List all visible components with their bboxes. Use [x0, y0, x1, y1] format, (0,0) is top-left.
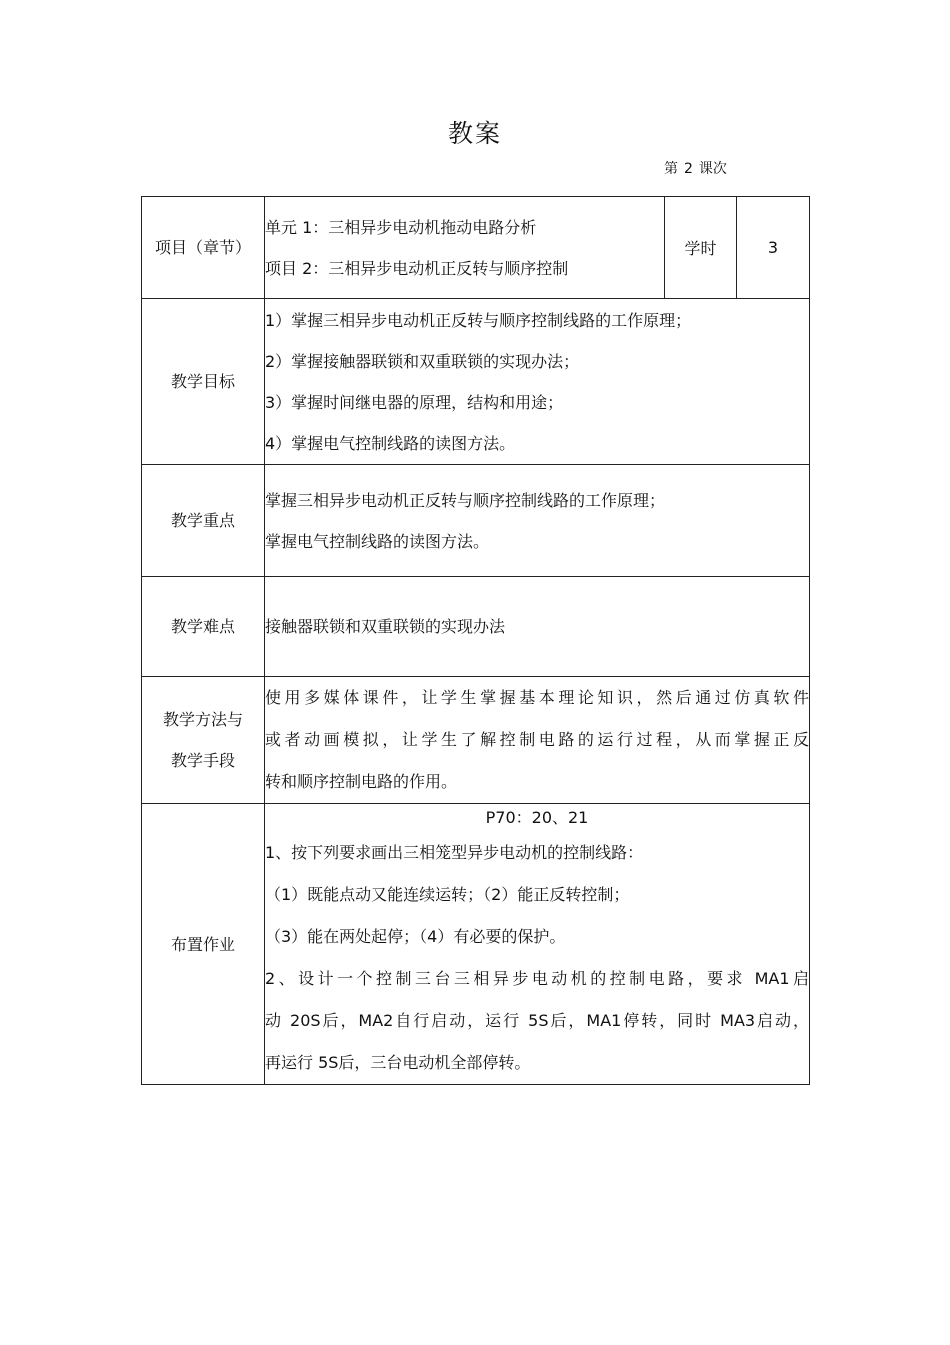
homework-content — [265, 804, 810, 1085]
difficulties-content — [265, 577, 810, 677]
methods-line: 或者动画模拟，让学生了解控制电路的运行过程，从而掌握正反 — [265, 730, 809, 749]
lesson-plan-table — [141, 196, 810, 1085]
hours-value: 3 — [737, 197, 810, 299]
hours-label: 学时 — [665, 197, 737, 299]
key-points-content — [265, 465, 810, 577]
project-row — [142, 197, 810, 299]
homework-line: 1、按下列要求画出三相笼型异步电动机的控制线路： — [265, 843, 644, 862]
objective-item: 4）掌握电气控制线路的读图方法。 — [265, 433, 516, 453]
key-points-label: 教学重点 — [142, 465, 265, 577]
objective-item: 3）掌握时间继电器的原理，结构和用途； — [265, 392, 564, 412]
homework-row — [142, 804, 810, 1085]
difficulties-row — [142, 577, 810, 677]
project-content — [265, 197, 665, 299]
homework-heading: P70：20、21 — [485, 808, 589, 827]
project-label: 项目（章节） — [142, 197, 265, 299]
homework-line: 动 20S后，MA2自行启动，运行 5S后，MA1停转，同时 MA3启动， — [265, 1011, 809, 1030]
objective-item: 1）掌握三相异步电动机正反转与顺序控制线路的工作原理； — [265, 310, 692, 330]
methods-content — [265, 677, 810, 804]
homework-line: 再运行 5S后，三台电动机全部停转。 — [265, 1053, 531, 1072]
lesson-prefix: 第 — [664, 161, 678, 177]
key-point-item: 掌握电气控制线路的读图方法。 — [265, 531, 490, 551]
project-line: 项目 2：三相异步电动机正反转与顺序控制 — [265, 258, 569, 278]
key-point-item: 掌握三相异步电动机正反转与顺序控制线路的工作原理； — [265, 490, 666, 510]
lesson-number-value: 2 — [684, 161, 693, 177]
homework-line: （1）既能点动又能连续运转；（2）能正反转控制； — [265, 885, 630, 904]
objective-item: 2）掌握接触器联锁和双重联锁的实现办法； — [265, 351, 580, 371]
methods-row — [142, 677, 810, 804]
methods-line: 转和顺序控制电路的作用。 — [265, 772, 458, 791]
project-line: 单元 1：三相异步电动机拖动电路分析 — [265, 217, 537, 237]
methods-label — [142, 677, 265, 804]
lesson-number — [664, 158, 727, 178]
homework-line: （3）能在两处起停；（4）有必要的保护。 — [265, 927, 566, 946]
objectives-label: 教学目标 — [142, 299, 265, 465]
objectives-row — [142, 299, 810, 465]
difficulty-item: 接触器联锁和双重联锁的实现办法 — [265, 617, 506, 636]
document-title: 教案 — [447, 119, 502, 148]
objectives-content — [265, 299, 810, 465]
key-points-row — [142, 465, 810, 577]
homework-line: 2、设计一个控制三台三相异步电动机的控制电路，要求 MA1启 — [265, 969, 809, 988]
methods-label-line: 教学手段 — [170, 751, 235, 770]
lesson-suffix: 课次 — [698, 161, 727, 177]
methods-line: 使用多媒体课件，让学生掌握基本理论知识，然后通过仿真软件 — [265, 688, 809, 707]
methods-label-line: 教学方法与 — [162, 710, 243, 729]
difficulties-label: 教学难点 — [142, 577, 265, 677]
homework-label: 布置作业 — [142, 804, 265, 1085]
